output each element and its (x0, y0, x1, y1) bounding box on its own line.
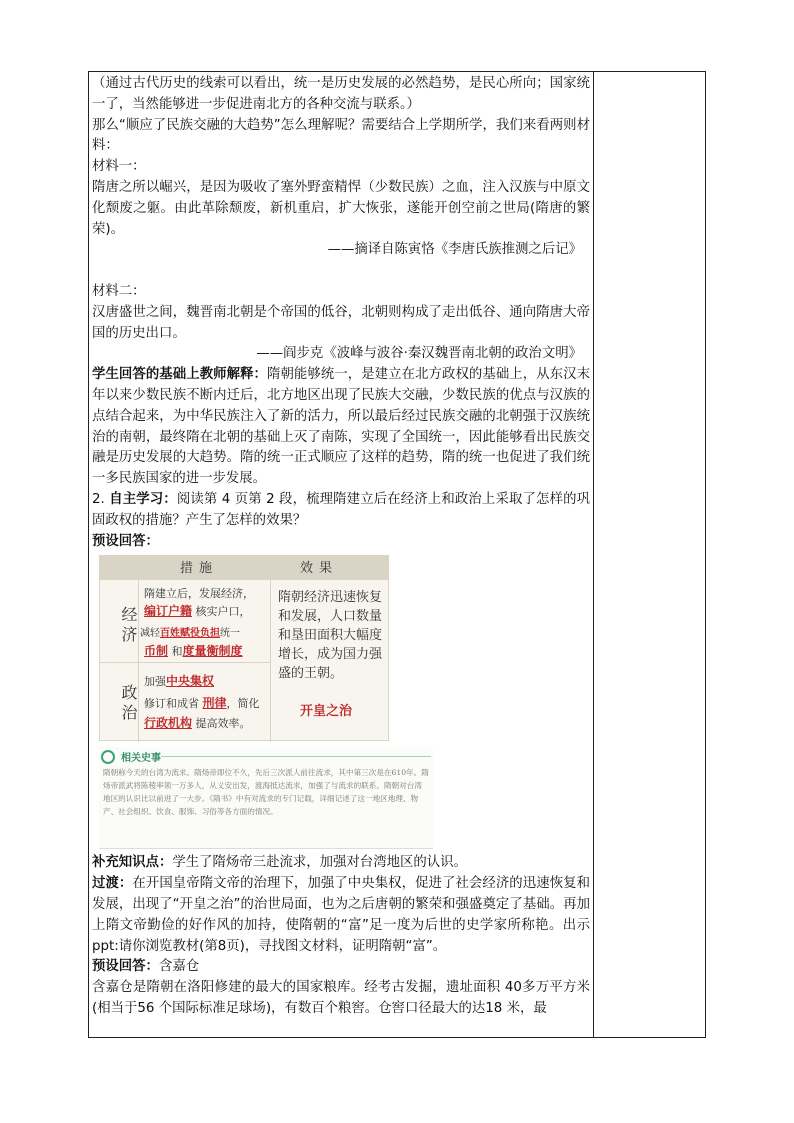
econ-line1: 隋建立后，发展经济， (144, 587, 254, 601)
history-title: 相关史事 (121, 753, 161, 765)
self-study (92, 490, 590, 532)
preset-answer-label: 预设回答： (92, 533, 159, 549)
effect-kaihuang: 开皇之治 (300, 704, 353, 720)
granary-description: 含嘉仓是隋朝在洛阳修建的最大的国家粮库。经考古发掘，遗址面积 40多万平方米(相当于56 个国际标准足球场)，有数百个粮窖。仓窖口径最大的达18 米，最 (92, 980, 590, 1016)
row-label-politics: 政治 (119, 684, 138, 725)
preset-answer-2: 预设回答：含嘉仓 (92, 959, 200, 975)
pol-red-law: 刑律 (202, 696, 227, 711)
paragraph-question: 那么“顺应了民族交融的大趋势”怎么理解呢？需要结合上学期所学，我们来看两则材料： (92, 117, 590, 154)
lesson-content-cell (92, 74, 590, 1020)
paragraph-conclusion: （通过古代历史的线索可以看出，统一是历史发展的必然趋势，是民心所向；国家统一了，当然能够进一步促进南北方的各种交流与联系。） (92, 76, 590, 112)
self-study-number: 2. (92, 491, 105, 507)
header-effects: 效果 (300, 561, 339, 577)
history-text: 隋朝称今天的台湾为流求。隋炀帝即位不久，先后三次派人前往流求，其中第三次是在610年。隋炀帝派武将陈稜率领一万多人，从义安出发，渡海抵达流求，加强了与流求的联系。隋朝对台湾地区的认识比以前进了一大步。《隋书》中有对流求的专门记载，详细记述了这一地区地理、物产、社会组织、饮食、服饰、习俗等各方面的情况。 (103, 768, 429, 817)
measures-effects-table-image: 措施 效果 经济 政治 隋建立后，发展经济， 编订户籍 核实户口， 减轻百姓赋役负担统一 币制 和度量衡制度 加强中央集权 修订和成省 刑律，简化 行政机构 提高效率。 隋朝经济迅速恢复和发展，人口数量和垦田面积大幅度增长，成为国力强盛的王朝。 开皇之治 (99, 555, 389, 741)
material-two-source: ——阎步克《波峰与波谷·秦汉魏晋南北朝的政治文明》 (256, 346, 582, 362)
teacher-explanation (92, 365, 590, 490)
teacher-label: 学生回答的基础上教师解释： (92, 367, 267, 383)
table-header (100, 556, 388, 580)
teacher-text: 隋朝能够统一，是建立在北方政权的基础上，从东汉末年以来少数民族不断内迁后，北方地区出现了民族大交融，少数民族的优点与汉族的点结合起来，为中华民族注入了新的活力，所以最后经过民族交融的北朝强于汉族统治的南朝，最终隋在北朝的基础上灭了南陈，实现了全国统一，因此能够看出民族交融是历史发展的大趋势。隋的统一正式顺应了这样的趋势，隋的统一也促进了我们统一多民族国家的进一步发展。 (92, 367, 591, 487)
related-history-box (99, 747, 433, 849)
lesson-table (88, 71, 706, 1038)
self-study-label: 自主学习： (109, 491, 177, 507)
row-label-economy: 经济 (119, 606, 138, 647)
pol-red-admin: 行政机构 (144, 716, 193, 731)
effect-text: 隋朝经济迅速恢复和发展，人口数量和垦田面积大幅度增长，成为国力强盛的王朝。 (278, 590, 383, 682)
transition: 过渡：在开国皇帝隋文帝的治理下，加强了中央集权，促进了社会经济的迅速恢复和发展，出现了“开皇之治”的治世局面，也为之后唐朝的繁荣和强盛奠定了基础。再加上隋文帝勤俭的好作风的加持，使隋朝的“富”足一度为后世的史学家所称艳。出示 ppt:请你浏览教材(第8页)，寻找图文材料，证明隋朝“富”。 (92, 876, 591, 954)
material-two-label: 材料二： (92, 283, 146, 299)
econ-red-household: 编订户籍 (144, 604, 193, 619)
pol-red-centralization: 中央集权 (166, 674, 215, 689)
econ-red-burden: 百姓赋役负担 (160, 628, 220, 640)
econ-red-measures: 度量衡制度 (182, 644, 243, 659)
material-one-label: 材料一： (92, 159, 146, 175)
material-two-text: 汉唐盛世之间，魏晋南北朝是个帝国的低谷，北朝则构成了走出低谷、通向隋唐大帝国的历史出口。 (92, 304, 590, 341)
history-leaf-icon (101, 750, 115, 764)
header-measures: 措施 (180, 561, 219, 577)
supplement-point: 补充知识点：学生了隋炀帝三赴流求，加强对台湾地区的认识。 (92, 855, 467, 871)
material-one-text: 隋唐之所以崛兴，是因为吸收了塞外野蛮精悍（少数民族）之血，注入汉族与中原文化颓废之躯。由此革除颓废，新机重启，扩大恢张，遂能开创空前之世局(隋唐的繁荣)。 (92, 179, 590, 237)
econ-red-currency: 币制 (144, 644, 169, 659)
material-one-source: ——摘译自陈寅恪《李唐氏族推测之后记》 (327, 242, 582, 258)
self-study-text: 阅读第 4 页第 2 段，梳理隋建立后在经济上和政治上采取了怎样的巩固政权的措施？产生了怎样的效果？ (92, 491, 591, 528)
column-divider (593, 72, 594, 1037)
